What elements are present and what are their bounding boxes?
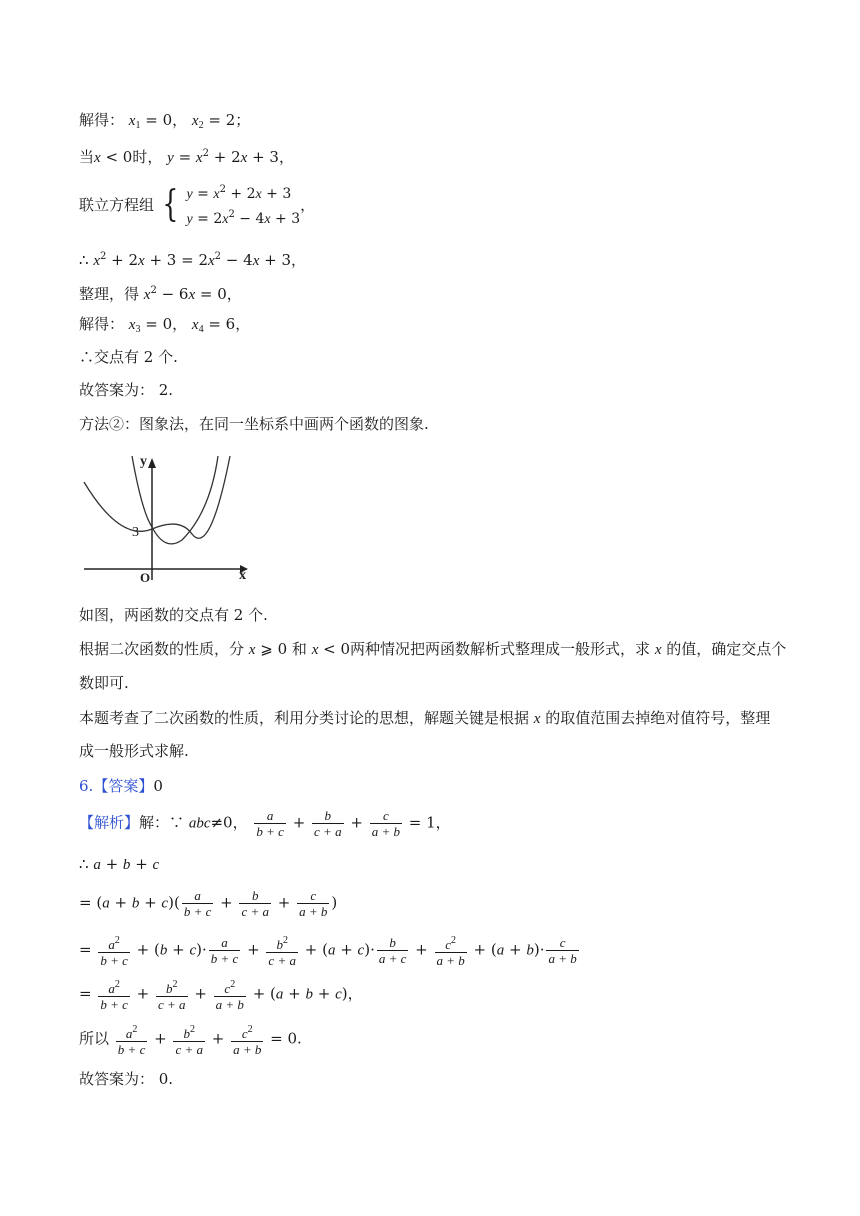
intercept-label: 3 bbox=[132, 525, 139, 540]
origin-label: O bbox=[140, 570, 151, 584]
answer-value: 0 bbox=[153, 777, 163, 795]
method-two-line: 方法②：图象法，在同一坐标系中画两个函数的图象. bbox=[79, 415, 429, 433]
y-axis-arrow bbox=[148, 458, 156, 468]
derivation-line-1: ∴ a + b + c bbox=[79, 855, 160, 873]
text-part: 本题考查了二次函数的性质，利用分类讨论的思想，解题关键是根据 bbox=[79, 709, 530, 727]
equation-line: ∴ $x^2 + 2x + 3 = 2x^2 - 4x + 3$， bbox=[79, 251, 307, 269]
text-mid: 时， bbox=[132, 148, 163, 166]
review-line-2: 成一般形式求解. bbox=[79, 742, 189, 760]
parabola-graph-figure bbox=[80, 452, 255, 584]
equation-system: $y = x^2 + 2x + 3$ $y = 2x^2 - 4x + 3$ bbox=[186, 184, 301, 227]
review-line-1: 本题考查了二次函数的性质，利用分类讨论的思想，解题关键是根据 x 的取值范围去掉绝对值符号，整理 bbox=[79, 709, 771, 727]
text-part: 两种情况把两函数解析式整理成一般形式，求 bbox=[350, 640, 651, 658]
analysis-line: 【解析】解：∵ abc≠0， $\frac{a}{b + c}$ + $\frac{b}{c + a}$ + $\frac{c}{a + b}$ = 1， bbox=[79, 808, 451, 839]
equation-system-line: 联立方程组 { $y = x^2 + 2x + 3$ $y = 2x^2 - 4x + 3$ ， bbox=[79, 180, 315, 230]
case-negative-line: 当x < 0时， $y = x^2 + 2x + 3$， bbox=[79, 148, 294, 166]
summary-line-1: 根据二次函数的性质，分 x ⩾ 0 和 x < 0两种情况把两函数解析式整理成一般形式，求 x 的值，确定交点个 bbox=[79, 640, 787, 658]
text-part: 根据二次函数的性质，分 bbox=[79, 640, 245, 658]
text-part: 解： bbox=[139, 813, 170, 832]
summary-line-2: 数即可. bbox=[79, 674, 129, 692]
text-prefix: 解得： bbox=[79, 111, 125, 129]
answer-header-6 bbox=[79, 775, 163, 797]
graph-conclusion-line: 如图，两函数的交点有 2 个. bbox=[79, 606, 268, 624]
text-part: 和 bbox=[291, 640, 307, 658]
x-axis-label: x bbox=[239, 568, 246, 583]
solution-line-roots-2: 解得： $x_3 = 0$， $x_4 = 6$， bbox=[79, 315, 251, 335]
derivation-line-2: = (a + b + c)( $\frac{a}{b + c}$ + $\frac{b}{c + a}$ + $\frac{c}{a + b}$ ) bbox=[79, 888, 338, 919]
text-part: 的值，确定交点个 bbox=[666, 640, 787, 658]
conclusion-line: 所以 $\frac{a^2}{b + c}$ + $\frac{b^2}{c + a}$ + $\frac{c^2}{a + b}$ = 0. bbox=[79, 1024, 302, 1057]
answer-line-1: 故答案为： 2. bbox=[79, 381, 174, 399]
derivation-line-4: = $\frac{a^2}{b + c}$ + $\frac{b^2}{c + a}$ + $\frac{c^2}{a + b}$ + (a + b + c)， bbox=[79, 979, 363, 1012]
text-prefix: 所以 bbox=[79, 1029, 110, 1048]
text-prefix: 联立方程组 bbox=[79, 196, 155, 214]
answer-line-2: 故答案为： 0. bbox=[79, 1070, 174, 1088]
text-prefix: 当 bbox=[79, 148, 95, 166]
question-number: 6. bbox=[79, 777, 94, 795]
text-part: 的取值范围去掉绝对值符号，整理 bbox=[545, 709, 771, 727]
derivation-line-3: = $\frac{a^2}{b + c}$ + (b + c)· $\frac{a}{b + c}$ + $\frac{b^2}{c + a}$ + (a + c)· $\frac{b}{a + c}$ + $\frac{c^2}{a + b}$ + (a + b)· $\frac{c}{a + b}$ bbox=[79, 935, 577, 968]
solution-line-roots-1: 解得： $x_1 = 0$， $x_2 = 2$； bbox=[79, 111, 251, 131]
answer-tag: 【答案】 bbox=[93, 777, 154, 795]
y-axis-label: y bbox=[140, 454, 147, 469]
simplify-line: 整理，得 $x^2 - 6x = 0$， bbox=[79, 285, 242, 303]
text-prefix: 解得： bbox=[79, 315, 125, 333]
intersection-count-line: ∴交点有 2 个. bbox=[79, 348, 178, 366]
analysis-tag: 【解析】 bbox=[79, 813, 140, 832]
